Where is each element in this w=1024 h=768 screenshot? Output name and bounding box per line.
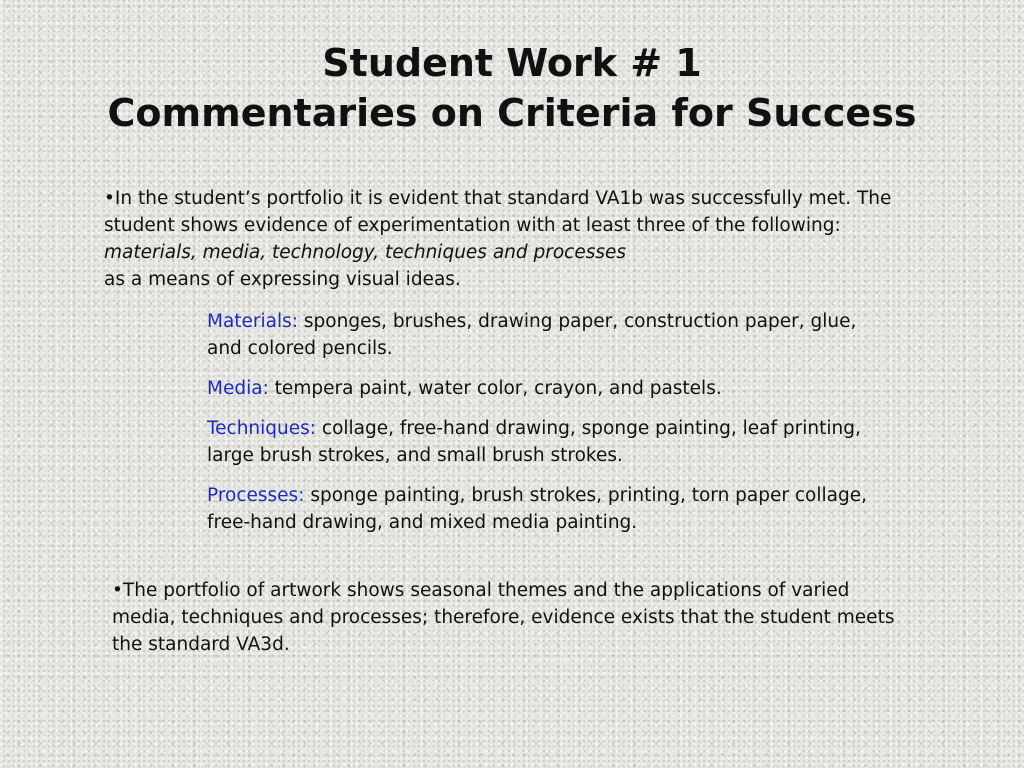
- bullet-standard-va1b: [104, 185, 904, 293]
- bullet-1-text: •In the student’s portfolio it is evident that standard VA1b was successfully met. The student shows evidence of experimentation with at least three of the following:: [104, 188, 892, 236]
- criteria-item-media: [207, 375, 887, 402]
- criteria-text: tempera paint, water color, crayon, and pastels.: [268, 378, 722, 399]
- title-line-2: Commentaries on Criteria for Success: [107, 91, 917, 135]
- criteria-list: [207, 308, 887, 549]
- bullet-1-tail: as a means of expressing visual ideas.: [104, 269, 461, 290]
- criteria-text: sponges, brushes, drawing paper, construction paper, glue, and colored pencils.: [207, 311, 857, 359]
- criteria-label: Media:: [207, 378, 269, 399]
- bullet-standard-va3d: [112, 577, 912, 658]
- slide-title: [0, 38, 1024, 138]
- criteria-label: Materials:: [207, 311, 299, 332]
- bullet-1-italic: materials, media, technology, techniques and processes: [104, 242, 627, 263]
- criteria-item-techniques: [207, 415, 887, 469]
- criteria-label: Processes:: [207, 485, 305, 506]
- title-line-1: Student Work # 1: [322, 41, 702, 85]
- criteria-text: collage, free-hand drawing, sponge painting, leaf printing, large brush strokes, and small brush strokes.: [207, 418, 861, 466]
- criteria-item-processes: [207, 482, 887, 536]
- criteria-item-materials: [207, 308, 887, 362]
- criteria-label: Techniques:: [207, 418, 317, 439]
- bullet-2-text: •The portfolio of artwork shows seasonal themes and the applications of varied media, techniques and processes; therefore, evidence exists that the student meets the standard VA3d.: [112, 580, 895, 655]
- criteria-text: sponge painting, brush strokes, printing, torn paper collage, free-hand drawing, and mixed media painting.: [207, 485, 867, 533]
